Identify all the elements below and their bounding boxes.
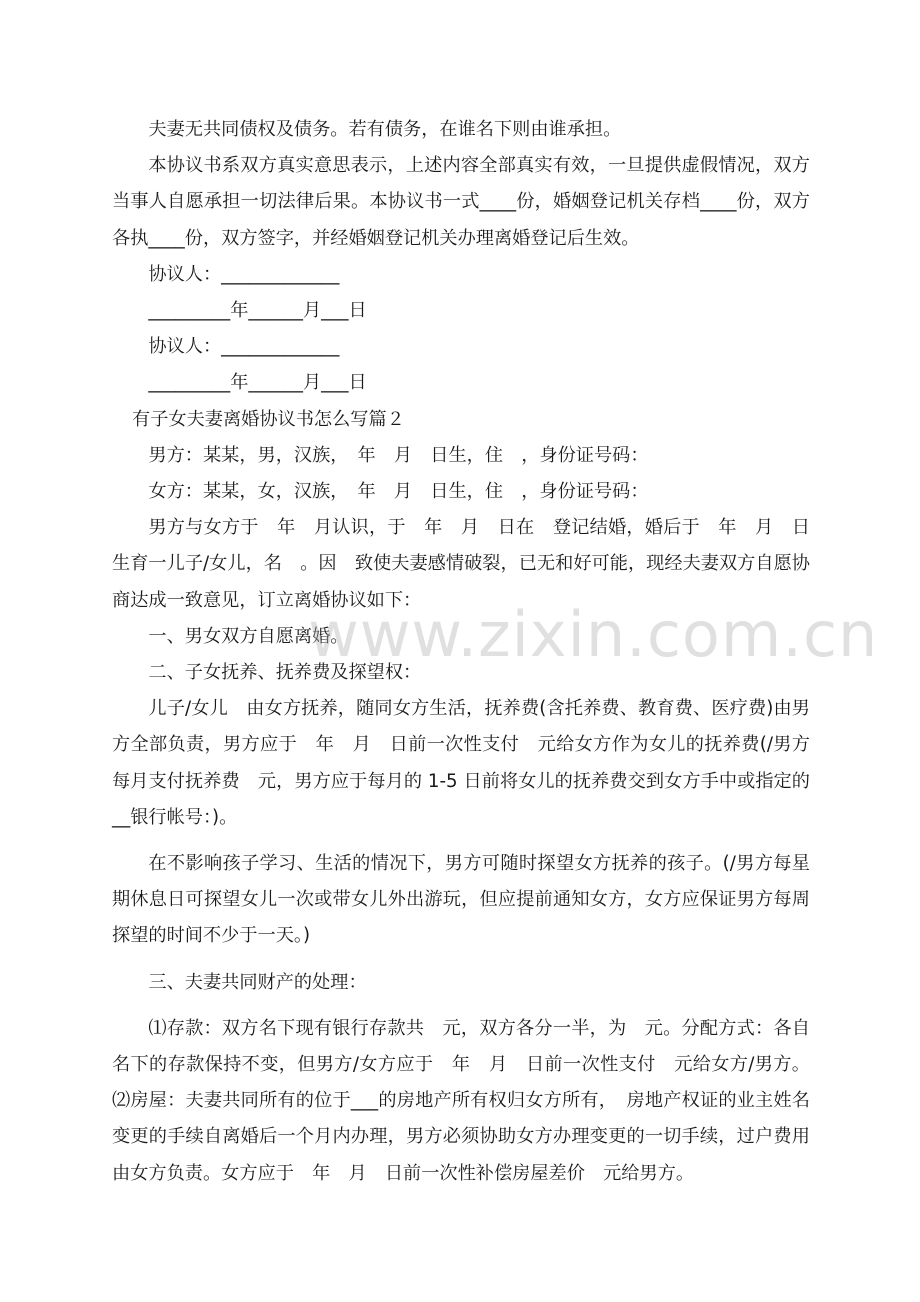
clause-1: 一、男女双方自愿离婚。 [148,625,349,647]
date-line-1: _________年______月___日 [148,300,367,322]
watermark: www.zixin.com.cn [308,598,879,671]
paragraph-female-party: 女方：某某，女，汉族， 年 月 日生，住 ，身份证号码： [148,481,649,503]
date-line-2: _________年______月___日 [148,372,367,394]
paragraph-debts: 夫妻无共同债权及债务。若有债务，在谁名下则由谁承担。 [148,119,622,140]
signatory-line-2: 协议人：_____________ [148,336,340,358]
paragraph-property: ⑴存款：双方名下现有银行存款共 元，双方各分一半，为 元。分配方式：各自名下的存款保持不变，但男方/女方应于 年 月 日前一次性支付 元给女方/男方。⑵房屋：夫妻共同所有的位于___的房地产所有权归女方所有， 房地产权证的业主姓名变更的手续自离婚后一个月内办理，男方必须协助女方办理变更的一切手续，过户费用由女方负责。女方应于 年 月 日前一次性补偿房屋差价 元给男方。 [112,1017,810,1184]
clause-3-heading: 三、夫妻共同财产的处理： [148,971,367,993]
paragraph-visitation: 在不影响孩子学习、生活的情况下，男方可随时探望女方抚养的孩子。(/男方每星期休息日可探望女儿一次或带女儿外出游玩，但应提前通知女方，女方应保证男方每周探望的时间不少于一天。) [112,853,810,947]
paragraph-validity: 本协议书系双方真实意思表示，上述内容全部真实有效，一旦提供虚假情况，双方当事人自愿承担一切法律后果。本协议书一式____份，婚姻登记机关存档____份，双方各执____份，双方签字，并经婚姻登记机关办理离婚登记后生效。 [112,155,810,249]
paragraph-male-party: 男方：某某，男，汉族， 年 月 日生，住 ，身份证号码： [148,444,649,466]
section-title: 有子女夫妻离婚协议书怎么写篇２ [132,408,405,430]
paragraph-child-support: 儿子/女儿 由女方抚养，随同女方生活，抚养费(含托养费、教育费、医疗费)由男方全部负责，男方应于 年 月 日前一次性支付 元给女方作为女儿的抚养费(/男方每月支付抚养费 元，男方应于每月的 1-5 日前将女儿的抚养费交到女方手中或指定的__银行帐号：)。 [112,698,810,828]
signatory-line-1: 协议人：_____________ [148,263,340,285]
paragraph-background: 男方与女方于 年 月认识，于 年 月 日在 登记结婚，婚后于 年 月 日生育一儿子/女儿，名 。因 致使夫妻感情破裂，已无和好可能，现经夫妻双方自愿协商达成一致意见，订立离婚协议如下： [112,517,810,611]
clause-2-heading: 二、子女抚养、抚养费及探望权： [148,662,422,684]
